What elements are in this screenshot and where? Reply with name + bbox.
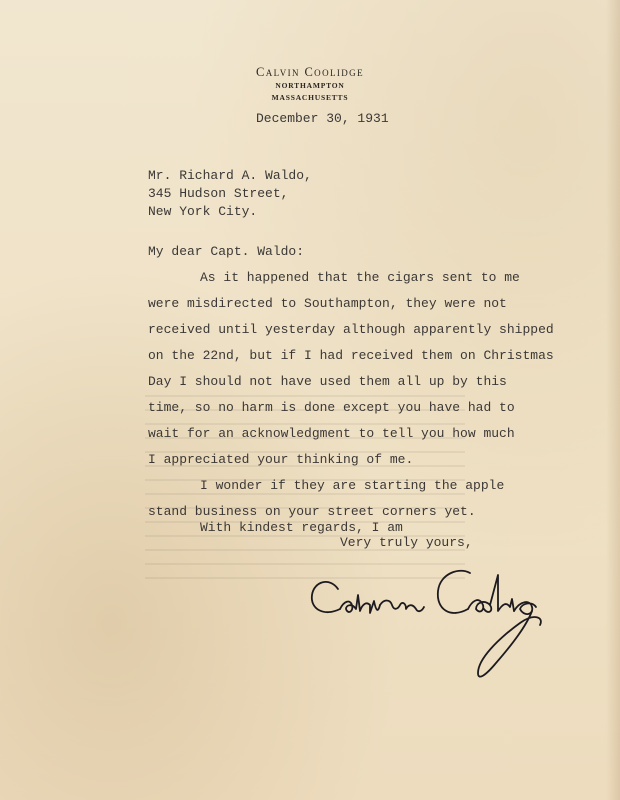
body-line: were misdirected to Southampton, they were not <box>148 296 507 311</box>
body-line: received until yesterday although apparently shipped <box>148 322 554 337</box>
body-line: As it happened that the cigars sent to me <box>200 270 520 285</box>
body-line: I wonder if they are starting the apple <box>200 478 505 493</box>
body-line: Day I should not have used them all up by this <box>148 374 507 389</box>
recipient-name: Mr. Richard A. Waldo, <box>148 168 312 183</box>
body-line: on the 22nd, but if I had received them on Christmas <box>148 348 554 363</box>
letter-date: December 30, 1931 <box>256 111 389 126</box>
body-line: time, so no harm is done except you have had to <box>148 400 515 415</box>
body-line: stand business on your street corners yet. <box>148 504 476 519</box>
recipient-street: 345 Hudson Street, <box>148 186 289 201</box>
letterhead-city: NORTHAMPTON <box>275 81 345 90</box>
complimentary-close: Very truly yours, <box>340 535 473 550</box>
letterhead <box>0 64 620 104</box>
letterhead-state: MASSACHUSETTS <box>271 93 349 102</box>
salutation: My dear Capt. Waldo: <box>148 244 305 259</box>
signature-image <box>300 565 550 695</box>
body-line: I appreciated your thinking of me. <box>148 452 414 467</box>
body-line: wait for an acknowledgment to tell you how much <box>148 426 515 441</box>
body-line: With kindest regards, I am <box>200 520 403 535</box>
recipient-city: New York City. <box>148 204 258 219</box>
letterhead-name: Calvin Coolidge <box>256 65 364 79</box>
